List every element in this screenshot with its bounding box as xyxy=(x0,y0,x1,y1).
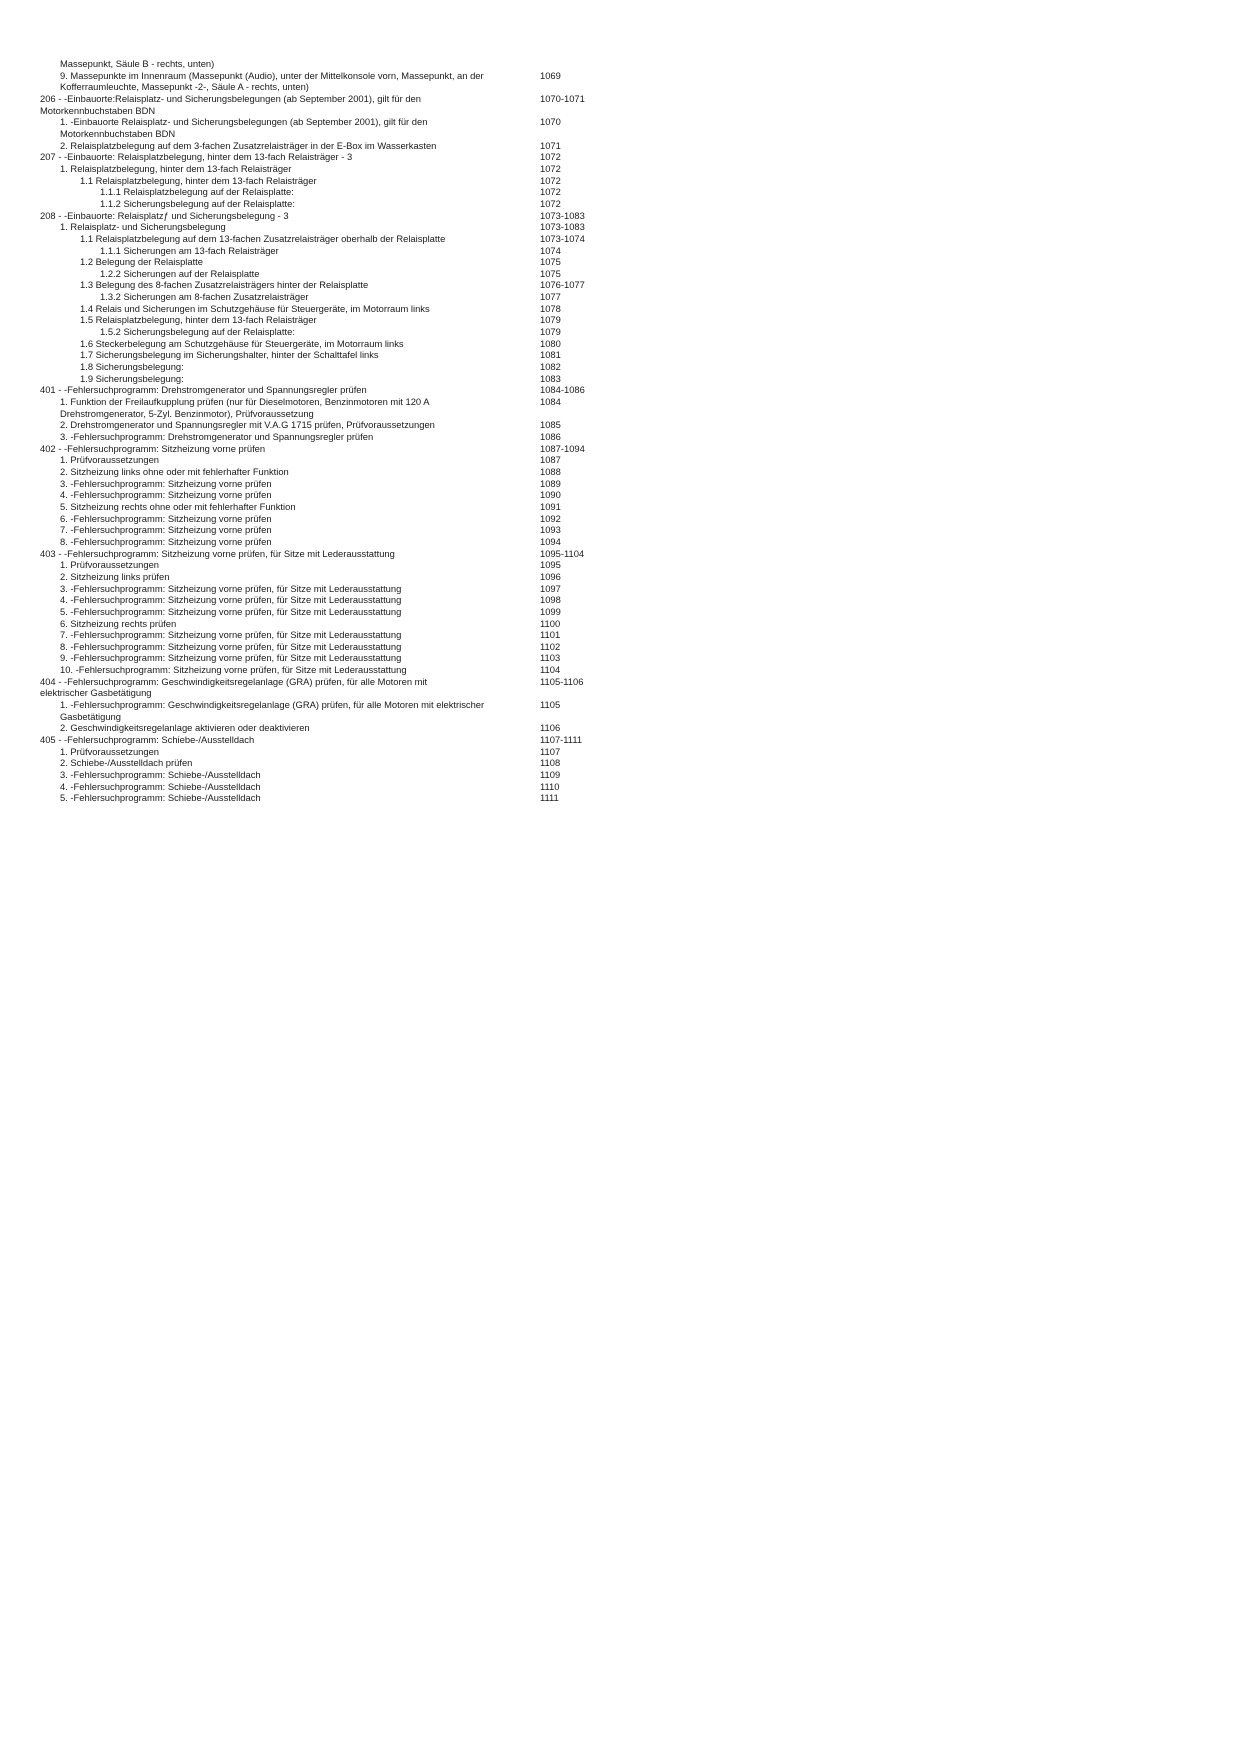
toc-entry-page: 1107 xyxy=(540,745,561,757)
toc-entry-page: 1101 xyxy=(540,629,561,641)
toc-entry-line xyxy=(40,303,600,315)
toc-entry-line xyxy=(40,757,600,769)
toc-entry-title: 2. Sitzheizung links ohne oder mit fehlerhafter Funktion xyxy=(60,465,289,477)
toc-entry-line xyxy=(40,140,600,152)
toc-entry-title: 10. -Fehlersuchprogramm: Sitzheizung vorne prüfen, für Sitze mit Lederausstattung xyxy=(60,664,407,676)
toc-entry-page: 1090 xyxy=(540,489,561,501)
toc-entry-title: Motorkennbuchstaben BDN xyxy=(40,104,156,116)
toc-entry-line xyxy=(40,373,600,385)
toc-entry-title: 7. -Fehlersuchprogramm: Sitzheizung vorne prüfen xyxy=(60,524,272,536)
toc-entry-page: 1084 xyxy=(540,396,561,408)
toc-entry-page: 1095 xyxy=(540,559,561,571)
toc-entry-line xyxy=(40,594,600,606)
toc-entry-line xyxy=(40,408,600,420)
toc-entry-line xyxy=(40,245,600,257)
table-of-contents xyxy=(40,58,600,804)
toc-entry-line xyxy=(40,349,600,361)
toc-entry-title: 1.7 Sicherungsbelegung im Sicherungshalter, hinter der Schalttafel links xyxy=(80,349,379,361)
toc-entry-title: 1.9 Sicherungsbelegung: xyxy=(80,372,184,384)
toc-entry-page: 1086 xyxy=(540,431,561,442)
toc-entry-page: 1094 xyxy=(540,535,561,547)
toc-entry-line xyxy=(40,210,600,222)
toc-entry-line xyxy=(40,699,600,711)
toc-entry-line xyxy=(40,501,600,513)
toc-entry-title: 1.8 Sicherungsbelegung: xyxy=(80,361,184,373)
toc-entry-line xyxy=(40,641,600,653)
toc-entry-title: 403 - -Fehlersuchprogramm: Sitzheizung vorne prüfen, für Sitze mit Lederausstattung xyxy=(40,547,395,559)
toc-entry-page: 1087-1094 xyxy=(540,442,585,454)
toc-entry-title: 1. Prüfvoraussetzungen xyxy=(60,559,160,571)
toc-entry-page: 1071 xyxy=(540,139,561,151)
toc-entry-title: 1.2.2 Sicherungen auf der Relaisplatte xyxy=(100,267,260,279)
toc-entry-page: 1072 xyxy=(540,197,561,209)
toc-entry-title: Gasbetätigung xyxy=(60,710,121,722)
toc-entry-title: Motorkennbuchstaben BDN xyxy=(60,127,176,139)
toc-entry-title: Drehstromgenerator, 5-Zyl. Benzinmotor), Prüfvoraussetzung xyxy=(60,407,314,419)
toc-entry-page: 1108 xyxy=(540,757,561,769)
toc-entry-title: 1.5 Relaisplatzbelegung, hinter dem 13-fach Relaisträger xyxy=(80,314,317,326)
toc-entry-page: 1072 xyxy=(540,151,561,163)
toc-entry-page: 1096 xyxy=(540,570,561,582)
toc-entry-page: 1105-1106 xyxy=(540,675,584,687)
toc-entry-line xyxy=(40,466,600,478)
toc-entry-page: 1083 xyxy=(540,372,561,384)
toc-entry-line xyxy=(40,652,600,664)
toc-entry-title: 3. -Fehlersuchprogramm: Sitzheizung vorne prüfen xyxy=(60,477,272,489)
toc-entry-line xyxy=(40,396,600,408)
toc-entry-title: 401 - -Fehlersuchprogramm: Drehstromgenerator und Spannungsregler prüfen xyxy=(40,384,367,396)
toc-entry-line xyxy=(40,128,600,140)
toc-entry-title: 1.6 Steckerbelegung am Schutzgehäuse für Steuergeräte, im Motorraum links xyxy=(80,337,404,349)
toc-entry-page: 1095-1104 xyxy=(540,547,585,559)
toc-entry-title: 1.4 Relais und Sicherungen im Schutzgehäuse für Steuergeräte, im Motorraum links xyxy=(80,302,430,314)
toc-entry-title: 2. Geschwindigkeitsregelanlage aktivieren oder deaktivieren xyxy=(60,722,310,734)
toc-entry-title: 1. -Fehlersuchprogramm: Geschwindigkeitsregelanlage (GRA) prüfen, für alle Motoren mit elektrischer xyxy=(60,699,485,711)
toc-entry-title: 8. -Fehlersuchprogramm: Sitzheizung vorne prüfen, für Sitze mit Lederausstattung xyxy=(60,640,402,652)
toc-entry-title: 6. Sitzheizung rechts prüfen xyxy=(60,617,177,629)
toc-entry-page: 1104 xyxy=(540,664,561,676)
toc-entry-page: 1093 xyxy=(540,524,561,536)
toc-entry-page: 1100 xyxy=(540,617,561,629)
toc-entry-title: 6. -Fehlersuchprogramm: Sitzheizung vorne prüfen xyxy=(60,512,272,524)
toc-entry-page: 1085 xyxy=(540,419,561,431)
toc-entry-title: 1. -Einbauorte Relaisplatz- und Sicherungsbelegungen (ab September 2001), gilt für den xyxy=(60,116,428,128)
toc-entry-page: 1072 xyxy=(540,174,561,186)
toc-entry-line xyxy=(40,105,600,117)
toc-entry-page: 1069 xyxy=(540,69,561,81)
toc-entry-line xyxy=(40,279,600,291)
toc-entry-line xyxy=(40,233,600,245)
toc-entry-title: 8. -Fehlersuchprogramm: Sitzheizung vorne prüfen xyxy=(60,535,272,547)
toc-entry-line xyxy=(40,687,600,699)
toc-entry-line xyxy=(40,769,600,781)
toc-entry-title: 405 - -Fehlersuchprogramm: Schiebe-/Ausstelldach xyxy=(40,734,255,746)
toc-entry-page: 1079 xyxy=(540,314,561,326)
toc-entry-line xyxy=(40,198,600,210)
toc-entry-line xyxy=(40,629,600,641)
toc-entry-title: 1.3.2 Sicherungen am 8-fachen Zusatzrelaisträger xyxy=(100,291,309,303)
toc-entry-page: 1097 xyxy=(540,582,561,594)
toc-entry-title: 1.1 Relaisplatzbelegung auf dem 13-fachen Zusatzrelaisträger oberhalb der Relaisplatte xyxy=(80,232,446,244)
toc-entry-title: 206 - -Einbauorte:Relaisplatz- und Sicherungsbelegungen (ab September 2001), gilt für den xyxy=(40,92,421,104)
toc-entry-page: 1070 xyxy=(540,116,561,128)
toc-entry-line xyxy=(40,116,600,128)
toc-entry-page: 1081 xyxy=(540,349,561,361)
toc-entry-title: 4. -Fehlersuchprogramm: Sitzheizung vorne prüfen xyxy=(60,489,272,501)
toc-entry-page: 1088 xyxy=(540,465,561,477)
toc-entry-title: 7. -Fehlersuchprogramm: Sitzheizung vorne prüfen, für Sitze mit Lederausstattung xyxy=(60,629,402,641)
toc-entry-page: 1073-1074 xyxy=(540,232,585,244)
toc-entry-title: 5. Sitzheizung rechts ohne oder mit fehlerhafter Funktion xyxy=(60,500,296,512)
toc-entry-title: 1. Funktion der Freilaufkupplung prüfen (nur für Dieselmotoren, Benzinmotoren mit 120 A xyxy=(60,396,430,408)
toc-entry-line xyxy=(40,781,600,793)
toc-entry-page: 1103 xyxy=(540,652,561,664)
toc-entry-line xyxy=(40,513,600,525)
toc-entry-title: 207 - -Einbauorte: Relaisplatzbelegung, hinter dem 13-fach Relaisträger - 3 xyxy=(40,151,353,163)
toc-entry-title: 4. -Fehlersuchprogramm: Sitzheizung vorne prüfen, für Sitze mit Lederausstattung xyxy=(60,594,402,606)
toc-entry-title: 1.5.2 Sicherungsbelegung auf der Relaisplatte: xyxy=(100,326,295,338)
toc-entry-line xyxy=(40,676,600,688)
toc-entry-page: 1073-1083 xyxy=(540,221,585,233)
toc-entry-line xyxy=(40,186,600,198)
toc-entry-page: 1072 xyxy=(540,186,561,198)
toc-entry-title: 208 - -Einbauorte: Relaisplatzƒ und Sicherungsbelegung - 3 xyxy=(40,209,289,221)
toc-entry-title: 1.1.2 Sicherungsbelegung auf der Relaisplatte: xyxy=(100,197,295,209)
toc-entry-page: 1075 xyxy=(540,267,561,279)
toc-entry-line xyxy=(40,268,600,280)
toc-entry-line xyxy=(40,81,600,93)
toc-entry-title: 5. -Fehlersuchprogramm: Sitzheizung vorne prüfen, für Sitze mit Lederausstattung xyxy=(60,605,402,617)
toc-entry-title: 404 - -Fehlersuchprogramm: Geschwindigkeitsregelanlage (GRA) prüfen, für alle Motoren mit xyxy=(40,675,428,687)
toc-entry-title: 3. -Fehlersuchprogramm: Schiebe-/Ausstelldach xyxy=(60,769,261,781)
toc-entry-page: 1084-1086 xyxy=(540,384,585,396)
toc-entry-title: 1. Relaisplatz- und Sicherungsbelegung xyxy=(60,221,226,233)
toc-entry-title: elektrischer Gasbetätigung xyxy=(40,687,152,699)
toc-entry-line xyxy=(40,571,600,583)
toc-entry-title: 9. -Fehlersuchprogramm: Sitzheizung vorne prüfen, für Sitze mit Lederausstattung xyxy=(60,652,402,664)
toc-entry-page: 1111 xyxy=(540,792,559,804)
toc-entry-line xyxy=(40,792,600,804)
toc-entry-line xyxy=(40,443,600,455)
toc-entry-line xyxy=(40,326,600,338)
toc-entry-line xyxy=(40,221,600,233)
toc-entry-line xyxy=(40,151,600,163)
toc-entry-page: 1076-1077 xyxy=(540,279,585,291)
toc-entry-page: 1091 xyxy=(540,500,561,512)
toc-entry-title: 402 - -Fehlersuchprogramm: Sitzheizung vorne prüfen xyxy=(40,442,266,454)
toc-entry-line xyxy=(40,431,600,443)
toc-entry-line xyxy=(40,664,600,676)
toc-entry-line xyxy=(40,419,600,431)
toc-entry-page: 1070-1071 xyxy=(540,92,585,104)
toc-entry-page: 1074 xyxy=(540,244,561,256)
toc-entry-title: 1.3 Belegung des 8-fachen Zusatzrelaisträgers hinter der Relaisplatte xyxy=(80,279,369,291)
toc-entry-line xyxy=(40,291,600,303)
toc-entry-title: 1.2 Belegung der Relaisplatte xyxy=(80,256,204,268)
toc-entry-title: 1.1.1 Relaisplatzbelegung auf der Relaisplatte: xyxy=(100,186,294,198)
toc-entry-page: 1073-1083 xyxy=(540,209,585,221)
toc-entry-page: 1105 xyxy=(540,699,561,711)
toc-entry-title: 3. -Fehlersuchprogramm: Sitzheizung vorne prüfen, für Sitze mit Lederausstattung xyxy=(60,582,402,594)
toc-entry-page: 1106 xyxy=(540,722,561,734)
toc-entry-page: 1080 xyxy=(540,337,561,349)
toc-entry-line xyxy=(40,361,600,373)
toc-entry-page: 1072 xyxy=(540,162,561,174)
toc-entry-title: 2. Drehstromgenerator und Spannungsregler mit V.A.G 1715 prüfen, Prüfvoraussetzungen xyxy=(60,419,435,431)
toc-entry-line xyxy=(40,454,600,466)
toc-entry-page: 1092 xyxy=(540,512,561,524)
toc-entry-title: 3. -Fehlersuchprogramm: Drehstromgenerator und Spannungsregler prüfen xyxy=(60,431,374,442)
toc-entry-page: 1109 xyxy=(540,769,561,781)
toc-entry-line xyxy=(40,314,600,326)
toc-entry-page: 1078 xyxy=(540,302,561,314)
toc-entry-line xyxy=(40,489,600,501)
toc-entry-title: 1. Prüfvoraussetzungen xyxy=(60,745,160,757)
toc-entry-line xyxy=(40,722,600,734)
toc-entry-title: 2. Sitzheizung links prüfen xyxy=(60,570,170,582)
toc-entry-page: 1087 xyxy=(540,454,561,466)
toc-entry-line xyxy=(40,175,600,187)
toc-entry-title: 1.1.1 Sicherungen am 13-fach Relaisträger xyxy=(100,244,279,256)
toc-entry-page: 1098 xyxy=(540,594,561,606)
toc-entry-title: Kofferraumleuchte, Massepunkt -2-, Säule A - rechts, unten) xyxy=(60,81,309,93)
toc-entry-line xyxy=(40,548,600,560)
toc-entry-page: 1099 xyxy=(540,605,561,617)
toc-entry-title: 2. Schiebe-/Ausstelldach prüfen xyxy=(60,757,193,769)
toc-entry-title: 2. Relaisplatzbelegung auf dem 3-fachen Zusatzrelaisträger in der E-Box im Wasserkasten xyxy=(60,139,437,151)
toc-entry-line xyxy=(40,93,600,105)
toc-entry-line xyxy=(40,338,600,350)
toc-entry-page: 1075 xyxy=(540,256,561,268)
toc-entry-line xyxy=(40,478,600,490)
toc-entry-line xyxy=(40,70,600,82)
toc-entry-page: 1102 xyxy=(540,640,561,652)
toc-entry-line xyxy=(40,606,600,618)
toc-entry-line xyxy=(40,256,600,268)
toc-entry-title: 9. Massepunkte im Innenraum (Massepunkt (Audio), unter der Mittelkonsole vorn, Massepunkt, an der xyxy=(60,69,484,81)
toc-entry-title: 4. -Fehlersuchprogramm: Schiebe-/Ausstelldach xyxy=(60,780,261,792)
toc-entry-line xyxy=(40,524,600,536)
toc-entry-page: 1107-1111 xyxy=(540,734,583,746)
toc-entry-line xyxy=(40,711,600,723)
toc-entry-title: 1. Relaisplatzbelegung, hinter dem 13-fach Relaisträger xyxy=(60,162,292,174)
toc-entry-title: 1. Prüfvoraussetzungen xyxy=(60,454,160,466)
toc-entry-line xyxy=(40,618,600,630)
toc-entry-page: 1079 xyxy=(540,326,561,338)
toc-entry-page: 1082 xyxy=(540,361,561,373)
toc-entry-line xyxy=(40,734,600,746)
toc-entry-title: 5. -Fehlersuchprogramm: Schiebe-/Ausstelldach xyxy=(60,792,261,804)
toc-entry-line xyxy=(40,559,600,571)
toc-entry-line xyxy=(40,583,600,595)
toc-entry-line xyxy=(40,384,600,396)
toc-entry-page: 1110 xyxy=(540,780,560,792)
toc-entry-line xyxy=(40,58,600,70)
toc-entry-title: 1.1 Relaisplatzbelegung, hinter dem 13-fach Relaisträger xyxy=(80,174,317,186)
toc-entry-page: 1089 xyxy=(540,477,561,489)
toc-entry-page: 1077 xyxy=(540,291,561,303)
toc-entry-line xyxy=(40,536,600,548)
toc-entry-line xyxy=(40,163,600,175)
toc-entry-line xyxy=(40,746,600,758)
toc-entry-title: Massepunkt, Säule B - rechts, unten) xyxy=(60,58,215,69)
